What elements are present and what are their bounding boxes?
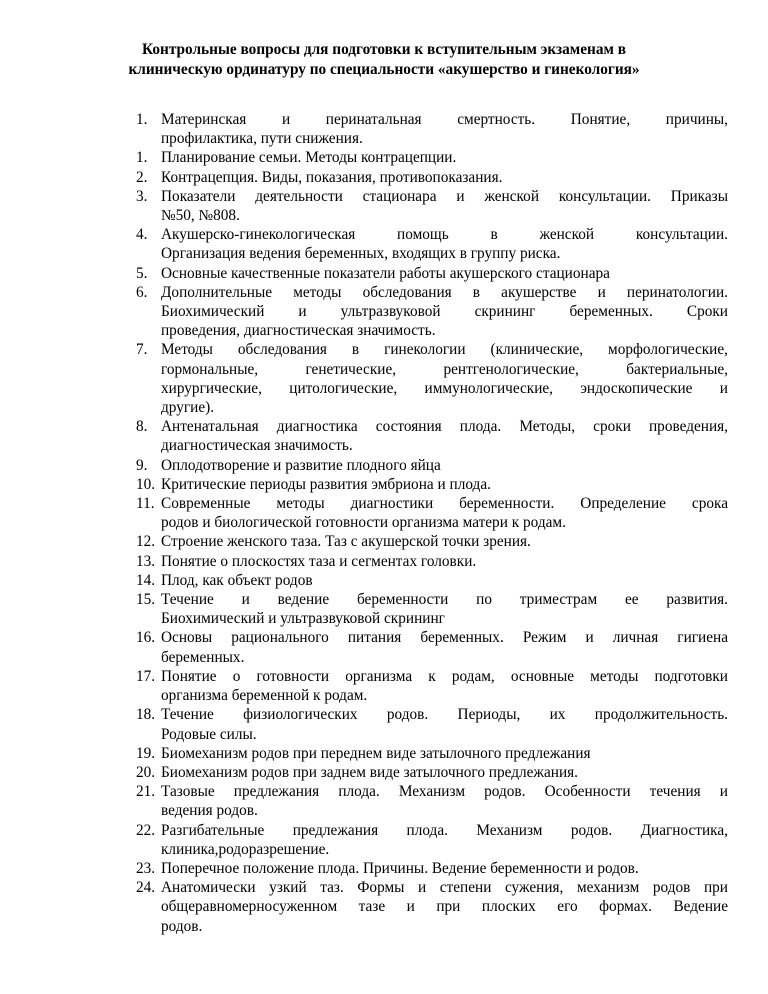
- question-text: [161, 552, 728, 571]
- question-number: 19.: [136, 744, 156, 762]
- question-text-line: Критические периоды развития эмбриона и плода.: [161, 475, 491, 493]
- title-line-2: клиническую ординатуру по специальности «акушерство и гинекология»: [128, 61, 640, 78]
- question-number: 1.: [136, 111, 148, 128]
- question-text-line: Поперечное положение плода. Причины. Ведение беременности и родов.: [161, 859, 639, 877]
- question-number: 4.: [136, 226, 148, 244]
- question-text-line: клиника,родоразрешение.: [161, 840, 330, 858]
- question-text: [161, 225, 728, 263]
- question-text-line: беременных.: [161, 648, 245, 666]
- question-text-line: Основы рационального питания беременных. Режим и личная гигиена: [161, 629, 728, 647]
- question-text: [161, 705, 728, 743]
- question-number: 11.: [136, 495, 155, 513]
- question-text: [161, 859, 728, 878]
- question-text-line: №50, №808.: [161, 207, 240, 225]
- question-number: 24.: [136, 879, 156, 897]
- question-text: [161, 571, 728, 590]
- question-text: [161, 667, 728, 705]
- question-text-line: профилактика, пути снижения.: [161, 130, 363, 148]
- question-text-line: другие).: [161, 399, 215, 417]
- question-text-line: Показатели деятельности стационара и женской консультации. Приказы: [161, 187, 728, 205]
- question-number: 15.: [136, 591, 156, 609]
- question-item: [0, 763, 728, 782]
- title-line-1: Контрольные вопросы для подготовки к вступительным экзаменам в: [142, 41, 626, 58]
- question-text-line: Биомеханизм родов при переднем виде затылочного предлежания: [161, 744, 591, 762]
- question-text-line: Организация ведения беременных, входящих в группу риска.: [161, 245, 561, 263]
- question-text-line: Биохимический и ультразвуковой скрининг: [161, 610, 445, 628]
- question-item: [0, 532, 728, 551]
- question-item: [0, 283, 728, 341]
- question-number: 21.: [136, 783, 156, 801]
- question-text-line: Строение женского таза. Таз с акушерской точки зрения.: [161, 533, 531, 551]
- question-text-line: Течение и ведение беременности по триместрам ее развития.: [161, 591, 728, 609]
- question-text: [161, 782, 728, 820]
- question-number: 22.: [136, 821, 156, 839]
- question-number: 9.: [136, 456, 148, 474]
- question-item: [0, 264, 728, 283]
- question-text-line: Оплодотворение и развитие плодного яйца: [161, 456, 441, 474]
- question-item: [0, 628, 728, 666]
- question-item: [0, 456, 728, 475]
- question-text-line: Биомеханизм родов при заднем виде затылочного предлежания.: [161, 763, 579, 781]
- question-number: 16.: [136, 629, 156, 647]
- question-text-line: общеравномерносуженном тазе и при плоских его формах. Ведение: [161, 898, 728, 916]
- question-text-line: диагностическая значимость.: [161, 437, 353, 455]
- questions-list: [0, 110, 768, 936]
- question-text-line: Акушерско-гинекологическая помощь в женской консультации.: [161, 226, 728, 244]
- question-item: [0, 168, 728, 187]
- question-number: 17.: [136, 667, 156, 685]
- question-item: [0, 667, 728, 705]
- question-number: 18.: [136, 706, 156, 724]
- question-number: 12.: [136, 533, 156, 551]
- question-text-line: Понятие о готовности организма к родам, основные методы подготовки: [161, 667, 728, 685]
- question-text: [161, 475, 728, 494]
- question-text-line: проведения, диагностическая значимость.: [161, 322, 436, 340]
- question-text: [161, 628, 728, 666]
- question-item: [0, 494, 728, 532]
- question-item: [0, 148, 728, 167]
- question-text-line: родов.: [161, 917, 203, 935]
- question-text: [161, 168, 728, 187]
- question-number: 13.: [136, 552, 156, 570]
- question-item: [0, 110, 728, 148]
- question-text-line: Материнская и перинатальная смертность. Понятие, причины,: [161, 111, 728, 128]
- question-text: [161, 187, 728, 225]
- question-number: 1.: [136, 149, 148, 167]
- question-item: [0, 859, 728, 878]
- question-text: [161, 456, 728, 475]
- question-text: [161, 878, 728, 936]
- question-text: [161, 590, 728, 628]
- question-text: [161, 494, 728, 532]
- question-number: 6.: [136, 283, 148, 301]
- question-number: 14.: [136, 571, 156, 589]
- question-number: 2.: [136, 168, 148, 186]
- question-text-line: Методы обследования в гинекологии (клинические, морфологические,: [161, 341, 728, 359]
- question-text-line: Современные методы диагностики беременности. Определение срока: [161, 495, 728, 513]
- question-text-line: Анатомически узкий таз. Формы и степени сужения, механизм родов при: [161, 879, 728, 897]
- question-text: [161, 283, 728, 341]
- question-item: [0, 417, 728, 455]
- question-number: 23.: [136, 859, 156, 877]
- question-item: [0, 225, 728, 263]
- question-text-line: Биохимический и ультразвуковой скрининг беременных. Сроки: [161, 303, 728, 321]
- question-text-line: организма беременной к родам.: [161, 687, 368, 705]
- question-item: [0, 782, 728, 820]
- question-text-line: Основные качественные показатели работы акушерского стационара: [161, 264, 610, 282]
- question-number: 3.: [136, 187, 148, 205]
- question-text-line: Родовые силы.: [161, 725, 257, 743]
- question-text-line: ведения родов.: [161, 802, 258, 820]
- question-text-line: гормональные, генетические, рентгенологические, бактериальные,: [161, 360, 728, 378]
- question-item: [0, 821, 728, 859]
- question-item: [0, 475, 728, 494]
- question-text: [161, 532, 728, 551]
- question-text-line: Антенатальная диагностика состояния плода. Методы, сроки проведения,: [161, 418, 728, 436]
- question-item: [0, 744, 728, 763]
- question-item: [0, 571, 728, 590]
- question-text: [161, 821, 728, 859]
- question-item: [0, 590, 728, 628]
- question-number: 8.: [136, 418, 148, 436]
- question-text-line: Разгибательные предлежания плода. Механизм родов. Диагностика,: [161, 821, 728, 839]
- question-text: [161, 264, 728, 283]
- question-item: [0, 187, 728, 225]
- question-text-line: Тазовые предлежания плода. Механизм родов. Особенности течения и: [161, 783, 728, 801]
- question-item: [0, 340, 728, 417]
- question-text-line: Контрацепция. Виды, показания, противопоказания.: [161, 168, 503, 186]
- question-text: [161, 110, 728, 148]
- question-text: [161, 744, 728, 763]
- question-item: [0, 878, 728, 936]
- question-text: [161, 148, 728, 167]
- question-text: [161, 340, 728, 417]
- question-number: 7.: [136, 341, 148, 359]
- question-text-line: хирургические, цитологические, иммунологические, эндоскопические и: [161, 379, 728, 397]
- question-number: 5.: [136, 264, 148, 282]
- question-item: [0, 552, 728, 571]
- question-text-line: Дополнительные методы обследования в акушерстве и перинатологии.: [161, 283, 728, 301]
- question-text: [161, 763, 728, 782]
- question-text-line: Течение физиологических родов. Периоды, их продолжительность.: [161, 706, 728, 724]
- question-number: 20.: [136, 763, 156, 781]
- question-text: [161, 417, 728, 455]
- question-text-line: Плод, как объект родов: [161, 571, 313, 589]
- question-text-line: Понятие о плоскостях таза и сегментах головки.: [161, 552, 477, 570]
- document-title: [100, 40, 668, 80]
- question-item: [0, 705, 728, 743]
- question-text-line: родов и биологической готовности организма матери к родам.: [161, 514, 566, 532]
- question-number: 10.: [136, 475, 156, 493]
- question-text-line: Планирование семьи. Методы контрацепции.: [161, 149, 457, 167]
